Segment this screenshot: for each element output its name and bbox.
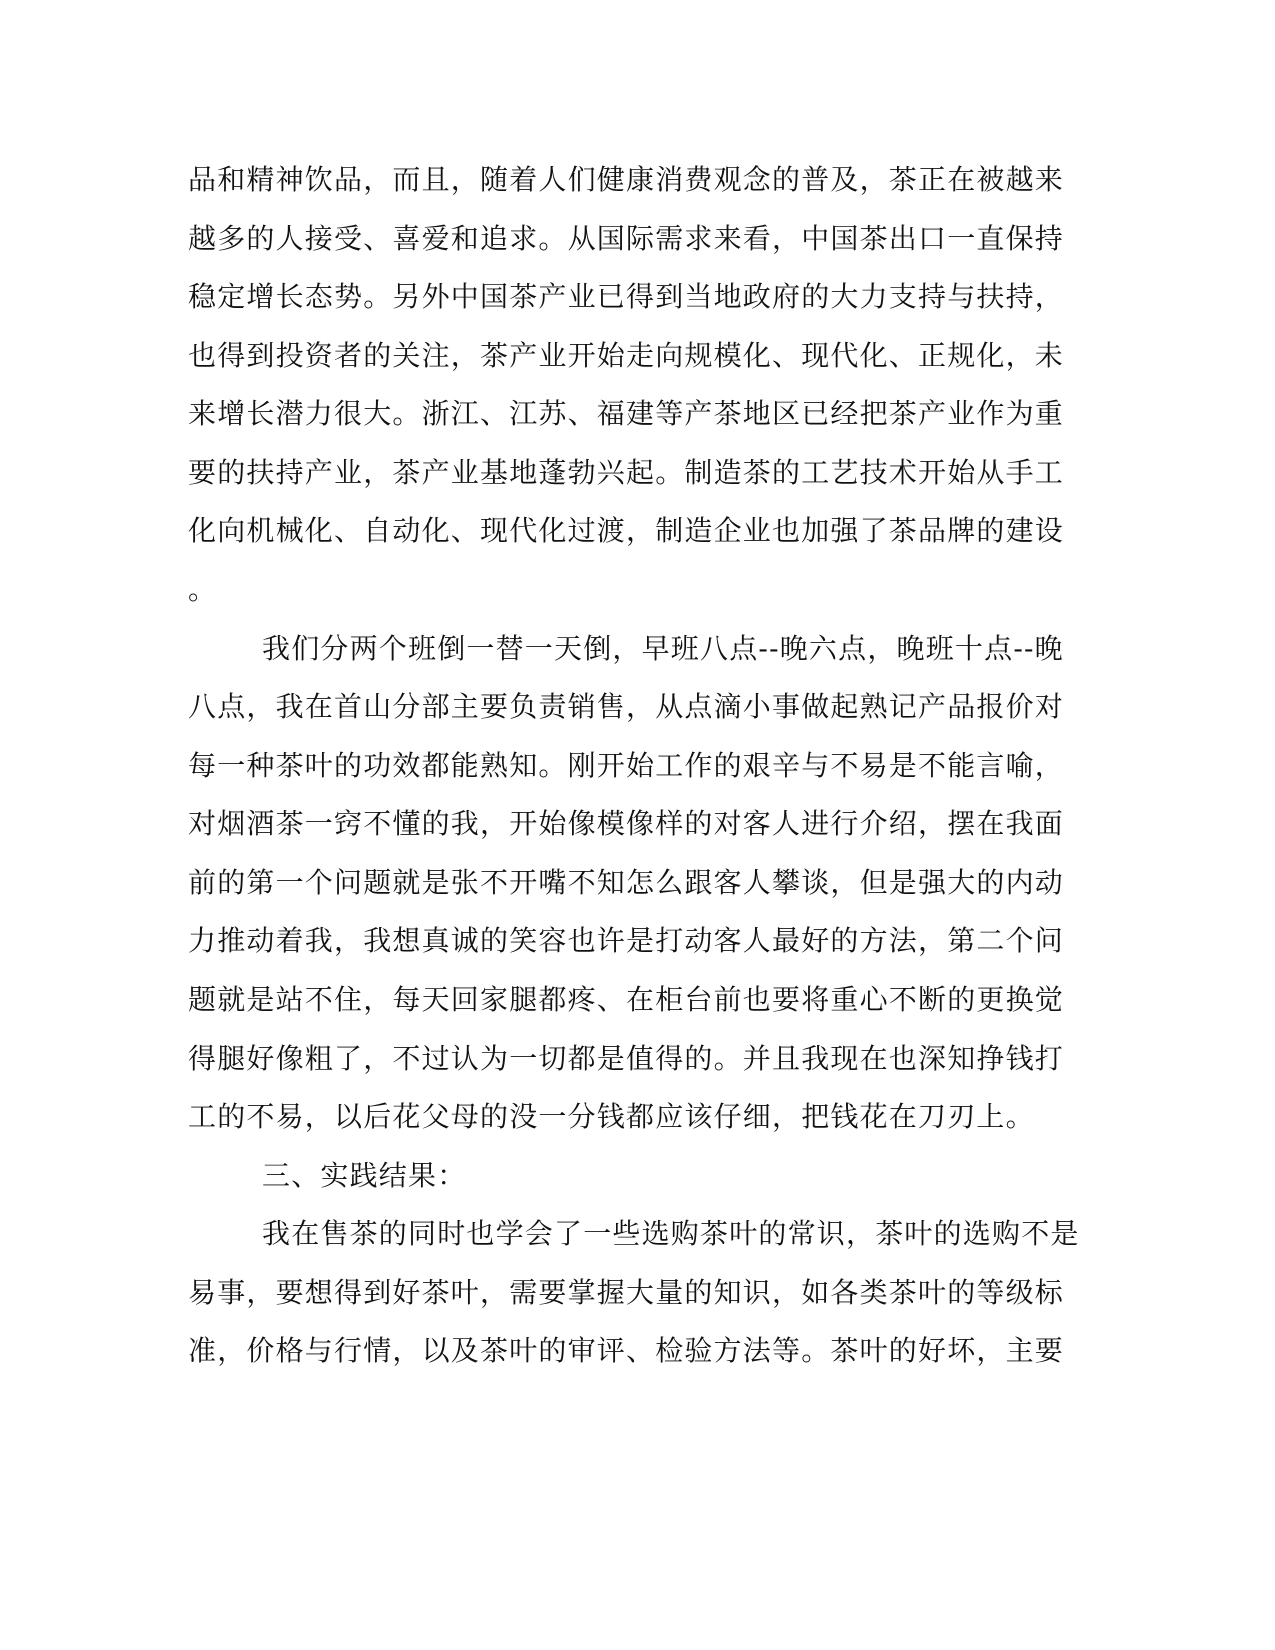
- paragraph-first-line: 我们分两个班倒一替一天倒，早班八点--晚六点，晚班十点--晚: [262, 632, 1064, 665]
- text-line: 准，价格与行情，以及茶叶的审评、检验方法等。茶叶的好坏，主要: [188, 1334, 1065, 1367]
- text-line: 每一种茶叶的功效都能熟知。刚开始工作的艰辛与不易是不能言喻，: [188, 749, 1065, 782]
- text-line: 。: [188, 573, 218, 606]
- text-line: 来增长潜力很大。浙江、江苏、福建等产茶地区已经把茶产业作为重: [188, 397, 1065, 430]
- text-line: 题就是站不住，每天回家腿都疼、在柜台前也要将重心不断的更换觉: [188, 983, 1065, 1016]
- text-line: 化向机械化、自动化、现代化过渡，制造企业也加强了茶品牌的建设: [188, 514, 1065, 547]
- text-line: 易事，要想得到好茶叶，需要掌握大量的知识，如各类茶叶的等级标: [188, 1276, 1065, 1309]
- section-heading: 三、实践结果：: [262, 1159, 467, 1192]
- text-line: 稳定增长态势。另外中国茶产业已得到当地政府的大力支持与扶持，: [188, 280, 1065, 313]
- text-line: 工的不易，以后花父母的没一分钱都应该仔细，把钱花在刀刃上。: [188, 1100, 1035, 1133]
- text-line: 得腿好像粗了，不过认为一切都是值得的。并且我现在也深知挣钱打: [188, 1042, 1065, 1075]
- text-line: 也得到投资者的关注，茶产业开始走向规模化、现代化、正规化，未: [188, 339, 1065, 372]
- text-line: 要的扶持产业，茶产业基地蓬勃兴起。制造茶的工艺技术开始从手工: [188, 456, 1065, 489]
- text-line: 力推动着我，我想真诚的笑容也许是打动客人最好的方法，第二个问: [188, 924, 1065, 957]
- text-line: 对烟酒茶一窍不懂的我，开始像模像样的对客人进行介绍，摆在我面: [188, 807, 1065, 840]
- text-line: 前的第一个问题就是张不开嘴不知怎么跟客人攀谈，但是强大的内动: [188, 866, 1065, 899]
- paragraph-first-line: 我在售茶的同时也学会了一些选购茶叶的常识，茶叶的选购不是: [262, 1217, 1080, 1250]
- text-line: 越多的人接受、喜爱和追求。从国际需求来看，中国茶出口一直保持: [188, 222, 1065, 255]
- text-line: 八点，我在首山分部主要负责销售，从点滴小事做起熟记产品报价对: [188, 690, 1065, 723]
- text-line: 品和精神饮品，而且，随着人们健康消费观念的普及，茶正在被越来: [188, 163, 1065, 196]
